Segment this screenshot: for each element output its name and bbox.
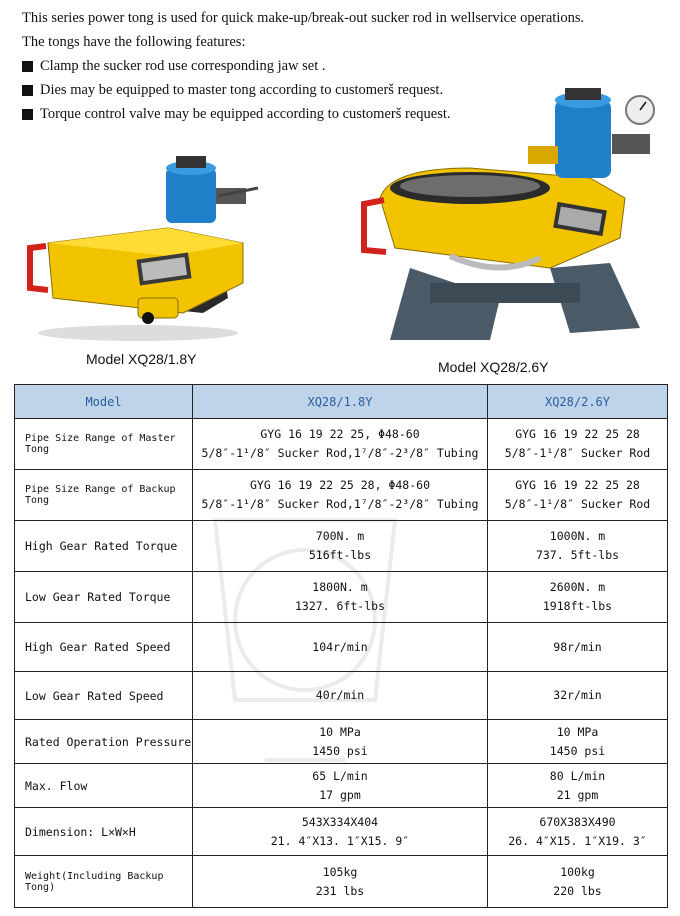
row-value: GYG 16 19 22 25 28, Φ48-60 5/8″-1¹/8″ Sucker Rod,1⁷/8″-2³/8″ Tubing	[193, 470, 488, 521]
table-row	[15, 672, 668, 720]
row-value: 543X334X404 21. 4″X13. 1″X15. 9″	[193, 808, 488, 856]
square-bullet-icon	[22, 61, 33, 72]
row-label: High Gear Rated Speed	[15, 623, 193, 672]
table-row	[15, 808, 668, 856]
row-value: 700N. m 516ft-lbs	[193, 521, 488, 572]
table-header-row	[15, 385, 668, 419]
header-col-2: XQ28/2.6Y	[488, 385, 668, 419]
row-value: 1000N. m 737. 5ft-lbs	[488, 521, 668, 572]
header-model: Model	[15, 385, 193, 419]
row-value: 2600N. m 1918ft-lbs	[488, 572, 668, 623]
row-label: Weight(Including Backup Tong)	[15, 856, 193, 908]
row-value: 105kg 231 lbs	[193, 856, 488, 908]
row-label: Low Gear Rated Speed	[15, 672, 193, 720]
row-label: Pipe Size Range of Master Tong	[15, 419, 193, 470]
table-row	[15, 764, 668, 808]
caption-left: Model XQ28/1.8Y	[86, 351, 197, 367]
row-value: GYG 16 19 22 25, Φ48-60 5/8″-1¹/8″ Sucker Rod,1⁷/8″-2³/8″ Tubing	[193, 419, 488, 470]
table-row	[15, 470, 668, 521]
row-label: Pipe Size Range of Backup Tong	[15, 470, 193, 521]
intro-line-1: This series power tong is used for quick make-up/break-out sucker rod in wellservice operations.	[22, 10, 585, 26]
row-value: 1800N. m 1327. 6ft-lbs	[193, 572, 488, 623]
header-col-1: XQ28/1.8Y	[193, 385, 488, 419]
row-label: Max. Flow	[15, 764, 193, 808]
row-value: 32r/min	[488, 672, 668, 720]
feature-item: Torque control valve may be equipped according to customerš request.	[22, 102, 672, 126]
row-value: 100kg 220 lbs	[488, 856, 668, 908]
row-value: GYG 16 19 22 25 28 5/8″-1¹/8″ Sucker Rod	[488, 419, 668, 470]
square-bullet-icon	[22, 109, 33, 120]
spec-table	[14, 384, 668, 908]
table-row	[15, 720, 668, 764]
row-value: 65 L/min 17 gpm	[193, 764, 488, 808]
row-label: Dimension: L×W×H	[15, 808, 193, 856]
table-row	[15, 419, 668, 470]
product-photo-xq28-1-8y	[18, 148, 268, 348]
row-value: 104r/min	[193, 623, 488, 672]
row-value: 40r/min	[193, 672, 488, 720]
table-row	[15, 623, 668, 672]
feature-item: Dies may be equipped to master tong according to customerš request.	[22, 78, 672, 102]
intro-line-2: The tongs have the following features:	[22, 34, 246, 50]
row-label: Low Gear Rated Torque	[15, 572, 193, 623]
row-value: GYG 16 19 22 25 28 5/8″-1¹/8″ Sucker Rod	[488, 470, 668, 521]
row-value: 10 MPa 1450 psi	[488, 720, 668, 764]
table-row	[15, 572, 668, 623]
row-label: High Gear Rated Torque	[15, 521, 193, 572]
row-value: 98r/min	[488, 623, 668, 672]
product-photo-xq28-2-6y	[350, 88, 660, 350]
row-value: 10 MPa 1450 psi	[193, 720, 488, 764]
square-bullet-icon	[22, 85, 33, 96]
caption-right: Model XQ28/2.6Y	[438, 359, 549, 375]
row-value: 80 L/min 21 gpm	[488, 764, 668, 808]
table-row	[15, 521, 668, 572]
row-value: 670X383X490 26. 4″X15. 1″X19. 3″	[488, 808, 668, 856]
row-label: Rated Operation Pressure	[15, 720, 193, 764]
table-row	[15, 856, 668, 908]
feature-item: Clamp the sucker rod use corresponding jaw set .	[22, 54, 672, 78]
